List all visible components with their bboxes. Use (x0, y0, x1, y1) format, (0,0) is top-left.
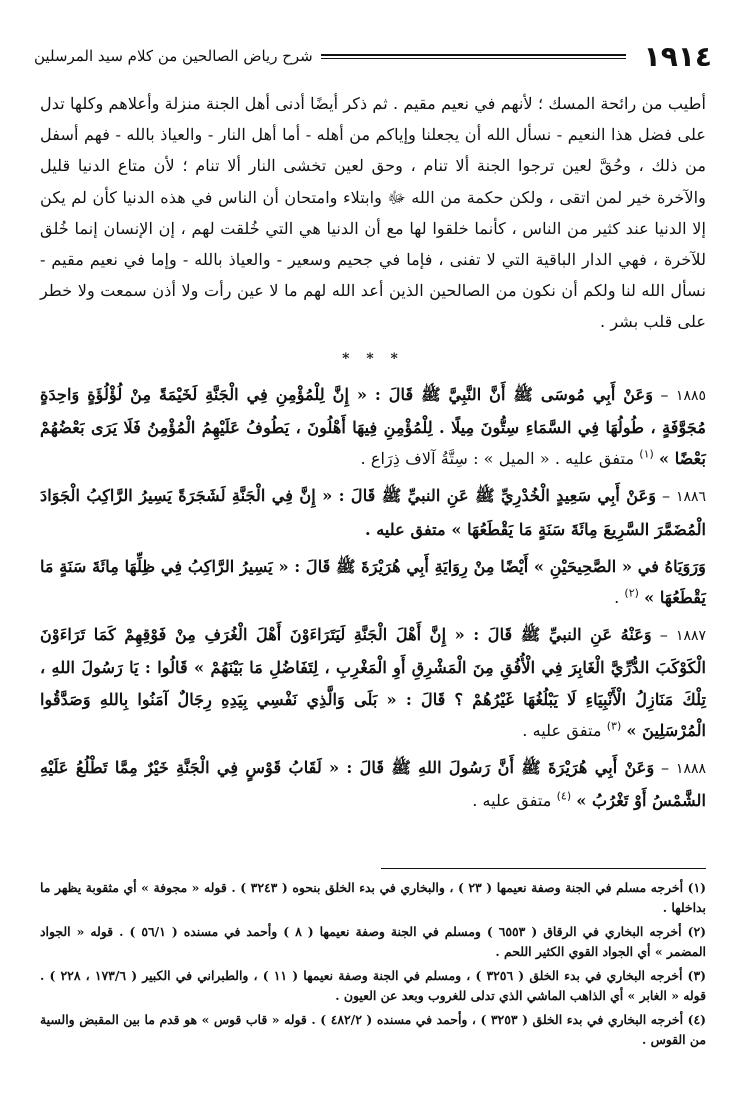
hadith-source: . (614, 588, 620, 608)
footnote-ref: (١) (639, 447, 654, 461)
intro-paragraph: أطيب من رائحة المسك ؛ لأنهم في نعيم مقيم . ثم ذكر أيضًا أدنى أهل الجنة منزلة وأعلاهم وكلها تدل على فضل هذا النعيم - نسأل الله أن يجعلنا وإياكم من أهله - أما أهل النار - والعياذ بالله - فهم أسفل من ذلك ، وحُقَّ لعين ترجوا الجنة ألا تنام ، وحق لعين تخشى النار ألا تنام ؛ لأن متاع الدنيا قليل والآخرة خير لمن اتقى ، ولكن حكمة من الله ﷻ وابتلاء وامتحان أن الناس في هذه الدنيا كأن لم يكن إلا الدنيا عند كثير من الناس ، كأنما خلقوا لها مع أن الدنيا هي التي خُلقت لهم ، إن الإنسان إنما خُلق للآخرة ، فهي الدار الباقية التي لا تفنى ، فإما في جحيم وسعير - والعياذ بالله - وإما في نعيم مقيم - نسأل الله لنا ولكم أن نكون من الصالحين الذين أعد الله لهم ما لا عين رأت ولا أذن سمعت ولا خطر على قلب بشر . (40, 94, 706, 332)
footnote-ref: (٢) (624, 586, 639, 600)
hadith-text: وَرَوَيَاهُ في « الصَّحِيحَيْنِ » أَيْضًا مِنْ رِوَايَةِ أَبِي هُرَيْرَةَ ﷺ قَالَ : « يَسِيرُ الرَّاكِبُ فِي ظِلِّهَا مِائَةَ سَنَةٍ مَا يَقْطَعُهَا » (40, 556, 706, 608)
footnote-ref: (٤) (556, 789, 572, 803)
hadith-text: وَعَنْ أَبِي مُوسَى ﷺ أَنَّ النَّبِيَّ ﷺ قَالَ : « إِنَّ لِلْمُؤْمِنِ فِي الْجَنَّةِ لَخَيْمَةً مِنْ لُؤْلُؤَةٍ وَاحِدَةٍ مُجَوَّفَةٍ ، طُولُهَا فِي السَّمَاءِ سِتُّونَ مِيلًا . لِلْمُؤْمِنِ فِيهَا أَهْلُونَ ، يَطُوفُ عَلَيْهِمُ الْمُؤْمِنُ فَلَا يَرَى بَعْضُهُمْ بَعْضًا » (40, 384, 706, 469)
footnote-3: (٣) أخرجه البخاري في بدء الخلق ( ٣٢٥٦ ) ، ومسلم في الجنة وصفة نعيمها ( ١١ ) ، والطبراني في الكبير ( ١٧٣/٦ ، ٢٢٨ ) . قوله « الغابر » أي الذاهب الماشي الذي تدلى للغروب وبعد عن العيون . (40, 968, 706, 1003)
footnote-2: (٢) أخرجه البخاري في الرقاق ( ٦٥٥٣ ) ومسلم في الجنة وصفة نعيمها ( ٨ ) وأحمد في مسنده ( ٥٦/١ ) . قوله « الجواد المضمر » أي الجواد القوي الكثير اللحم . (40, 924, 706, 959)
running-title: شرح رياض الصالحين من كلام سيد المرسلين (34, 47, 313, 65)
hadith-source: متفق عليه . (522, 720, 602, 740)
footnote-ref: (٣) (606, 719, 622, 733)
hadith-number: ١٨٨٨ (675, 761, 706, 778)
hadith-1885: ١٨٨٥ – وَعَنْ أَبِي مُوسَى ﷺ أَنَّ النَّبِيَّ ﷺ قَالَ : « إِنَّ لِلْمُؤْمِنِ فِي الْجَنَّةِ لَخَيْمَةً مِنْ لُؤْلُؤَةٍ وَاحِدَةٍ مُجَوَّفَةٍ ، طُولُهَا فِي السَّمَاءِ سِتُّونَ مِيلًا . لِلْمُؤْمِنِ فِيهَا أَهْلُونَ ، يَطُوفُ عَلَيْهِمُ الْمُؤْمِنُ فَلَا يَرَى بَعْضُهُمْ بَعْضًا » $^{(١)}$ متفق عليه . « الميل » : سِتَّةُ آلاف ذِرَاع . (40, 384, 706, 469)
hadith-text: وَعَنْهُ عَنِ النبيِّ ﷺ قَالَ : « إِنَّ أَهْلَ الْجَنَّةِ لَيَتَرَاءَوْنَ أَهْلَ الْغُرَفِ مِنْ فَوْقِهِمْ كَمَا تَرَاءَوْنَ الْكَوْكَبَ الدُّرِّيَّ الْغَابِرَ فِي الْأُفُقِ مِنَ الْمَشْرِقِ أَوِ الْمَغْرِبِ ، لِتَفَاضُلِ مَا بَيْنَهُمْ » قَالُوا : يَا رَسُولَ اللهِ ، تِلْكَ مَنَازِلُ الْأَنْبِيَاءِ لَا يَبْلُغُهَا غَيْرُهُمْ ؟ قَالَ : « بَلَى وَالَّذِي نَفْسِي بِيَدِهِ رِجَالٌ آمَنُوا بِاللهِ وَصَدَّقُوا الْمُرْسَلِينَ » (40, 625, 706, 740)
hadith-1888: ١٨٨٨ – وَعَنْ أَبِي هُرَيْرَةَ ﷺ أَنَّ رَسُولَ اللهِ ﷺ قَالَ : « لَقَابُ قَوْسٍ فِي الْجَنَّةِ خَيْرٌ مِمَّا تَطْلُعُ عَلَيْهِ الشَّمْسُ أَوْ تَغْرُبُ » $^{(٤)}$ متفق عليه . (40, 758, 706, 811)
hadith-text: وَعَنْ أَبِي سَعِيدٍ الْخُدْرِيِّ ﷺ عَنِ النبيِّ ﷺ قَالَ : « إِنَّ فِي الْجَنَّةِ لَشَجَرَةً يَسِيرُ الرَّاكِبُ الْجَوَادَ الْمُضَمَّرَ السَّرِيعَ مِائَةَ سَنَةٍ مَا يَقْطَعُهَا » متفق عليه . (40, 486, 706, 539)
footnote-divider (381, 868, 706, 869)
footnote-4: (٤) أخرجه البخاري في بدء الخلق ( ٣٢٥٣ ) ، وأحمد في مسنده ( ٤٨٢/٢ ) . قوله « قاب قوس » هو قدم ما بين المقبض والسية من القوس . (40, 1012, 706, 1047)
hadith-1886: ١٨٨٦ – وَعَنْ أَبِي سَعِيدٍ الْخُدْرِيِّ ﷺ عَنِ النبيِّ ﷺ قَالَ : « إِنَّ فِي الْجَنَّةِ لَشَجَرَةً يَسِيرُ الرَّاكِبُ الْجَوَادَ الْمُضَمَّرَ السَّرِيعَ مِائَةَ سَنَةٍ مَا يَقْطَعُهَا » متفق عليه . (40, 486, 707, 539)
hadith-1887: ١٨٨٧ – وَعَنْهُ عَنِ النبيِّ ﷺ قَالَ : « إِنَّ أَهْلَ الْجَنَّةِ لَيَتَرَاءَوْنَ أَهْلَ الْغُرَفِ مِنْ فَوْقِهِمْ كَمَا تَرَاءَوْنَ الْكَوْكَبَ الدُّرِّيَّ الْغَابِرَ فِي الْأُفُقِ مِنَ الْمَشْرِقِ أَوِ الْمَغْرِبِ ، لِتَفَاضُلِ مَا بَيْنَهُمْ » قَالُوا : يَا رَسُولَ اللهِ ، تِلْكَ مَنَازِلُ الْأَنْبِيَاءِ لَا يَبْلُغُهَا غَيْرُهُمْ ؟ قَالَ : « بَلَى وَالَّذِي نَفْسِي بِيَدِهِ رِجَالٌ آمَنُوا بِاللهِ وَصَدَّقُوا الْمُرْسَلِينَ » $^{(٣)}$ متفق عليه . (40, 625, 706, 740)
hadith-source: متفق عليه . « الميل » : سِتَّةُ آلاف ذِرَاع . (360, 449, 635, 469)
hadith-number: ١٨٨٥ (675, 387, 706, 404)
main-text (40, 88, 706, 822)
hadith-number: ١٨٨٦ (675, 489, 707, 506)
header-rule (321, 54, 626, 59)
footnote-1: (١) أخرجه مسلم في الجنة وصفة نعيمها ( ٢٣ ) ، والبخاري في بدء الخلق بنحوه ( ٣٢٤٣ ) . قوله « مجوفة » أي مثقوبة يظهر ما بداخلها . (40, 880, 706, 915)
section-separator: * * * (342, 350, 404, 367)
hadith-number: ١٨٨٧ (675, 628, 706, 645)
hadith-source: متفق عليه . (472, 791, 552, 811)
footnotes (40, 878, 706, 1054)
page-header (34, 36, 712, 76)
hadith-1886-variant (40, 551, 706, 613)
hadith-text: وَعَنْ أَبِي هُرَيْرَةَ ﷺ أَنَّ رَسُولَ اللهِ ﷺ قَالَ : « لَقَابُ قَوْسٍ فِي الْجَنَّةِ خَيْرٌ مِمَّا تَطْلُعُ عَلَيْهِ الشَّمْسُ أَوْ تَغْرُبُ » (40, 758, 706, 811)
page-number: ١٩١٤ (643, 39, 712, 73)
